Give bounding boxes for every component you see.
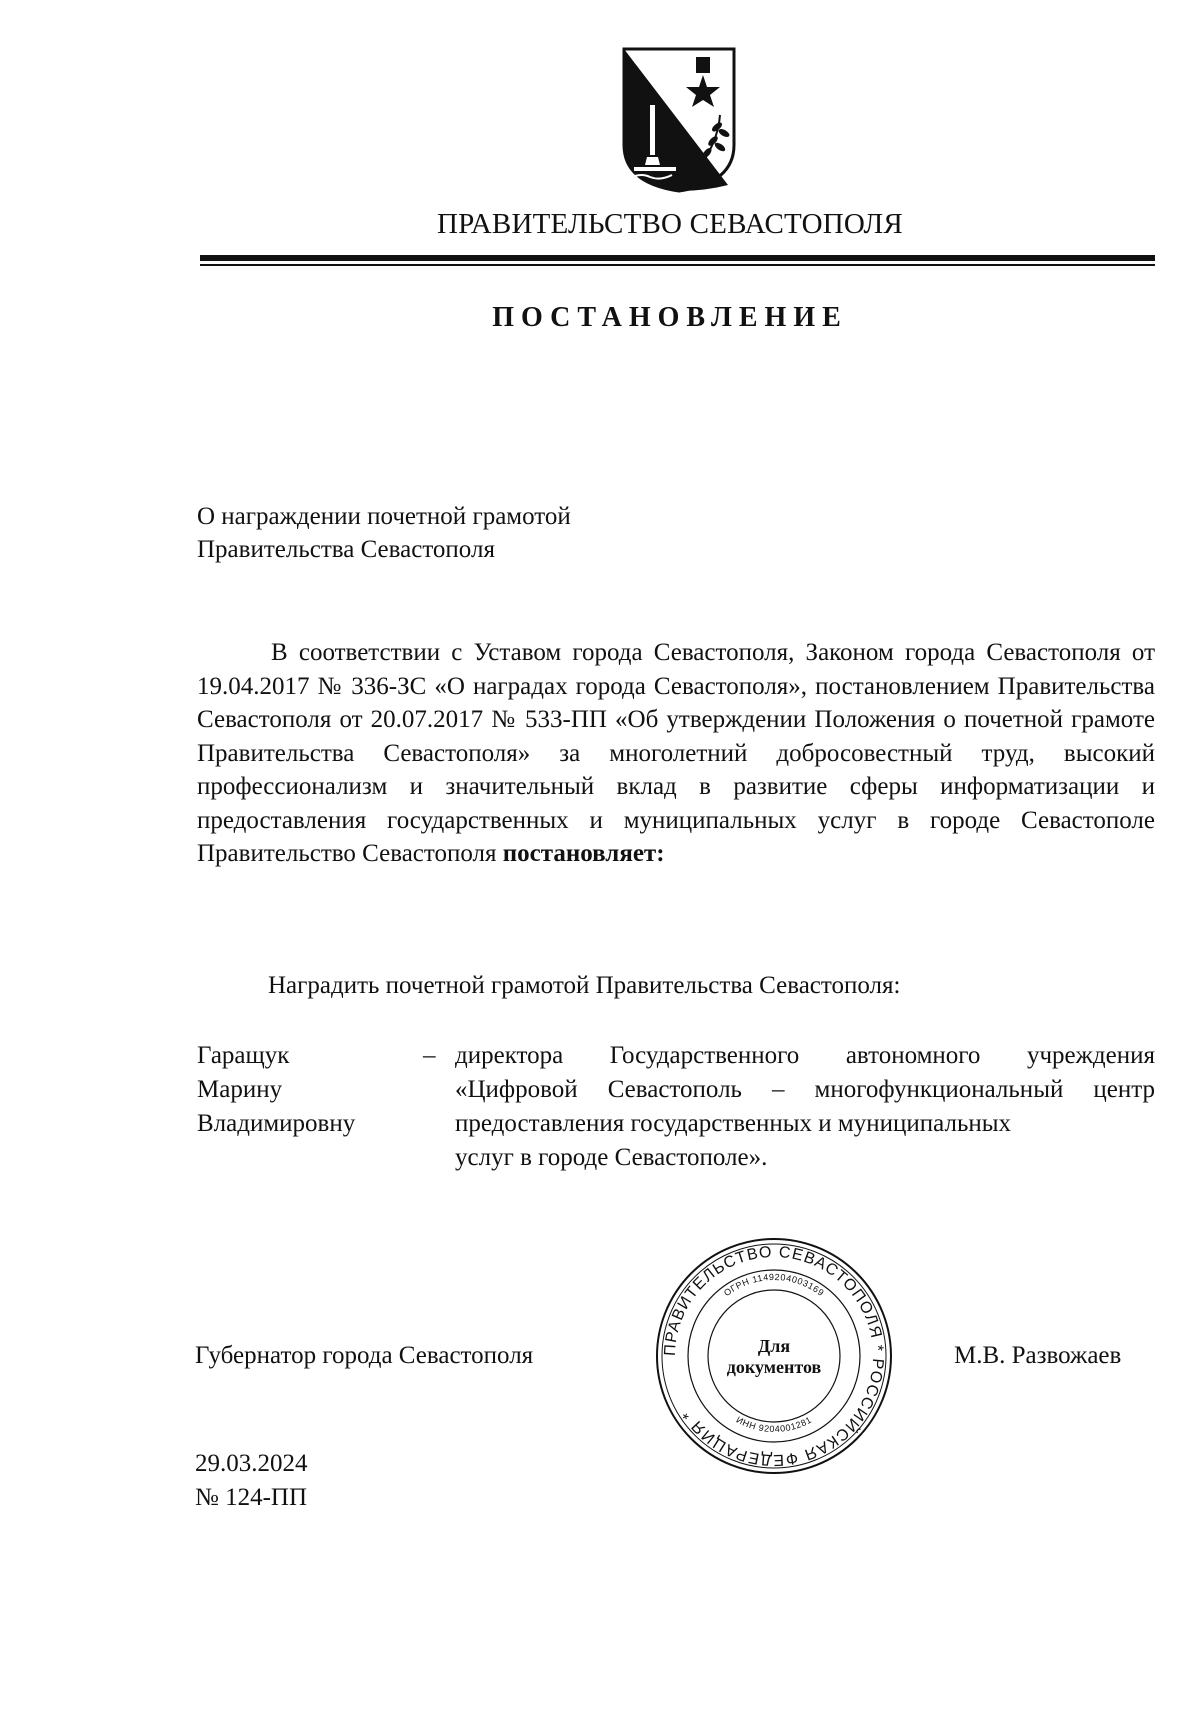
document-subject — [197, 500, 571, 566]
seal-outer-text: ПРАВИТЕЛЬСТВО СЕВАСТОПОЛЯ * РОССИЙСКАЯ ФЕДЕРАЦИЯ * — [661, 1243, 887, 1469]
awardee-name — [197, 1039, 417, 1141]
awardee-dash: – — [423, 1042, 436, 1069]
official-seal-stamp — [653, 1235, 895, 1477]
signer-title: Губернатор города Севастополя — [195, 1342, 534, 1369]
signer-name: М.В. Развожаев — [954, 1342, 1122, 1369]
document-type-heading: ПОСТАНОВЛЕНИЕ — [492, 302, 848, 333]
seal-inn: ИНН 9204001281 — [734, 1414, 814, 1435]
seal-center-line-2: документов — [726, 1357, 822, 1377]
awardee-position — [455, 1039, 1155, 1175]
awardee-position-main: директора Государственного автономного учреждения «Цифровой Севастополь – многофункциональный центр предоставления государственных и муниципальных — [455, 1042, 1155, 1137]
seal-center-line-1: Для — [757, 1336, 791, 1356]
svg-text:ИНН 9204001281 — [735, 1415, 814, 1434]
preamble-colon: : — [656, 840, 665, 867]
preamble-resolves-word: постановляет — [502, 840, 657, 867]
document-number: № 124-ПП — [195, 1484, 308, 1511]
subject-line-1: О награждении почетной грамотой — [197, 503, 571, 530]
awardee-patronymic: Владимировну — [197, 1110, 356, 1137]
organization-title: ПРАВИТЕЛЬСТВО СЕВАСТОПОЛЯ — [437, 208, 903, 240]
awardee-surname: Гаращук — [197, 1042, 290, 1069]
subject-line-2: Правительства Севастополя — [197, 536, 495, 563]
award-intro-text: Наградить почетной грамотой Правительства Севастополя: — [268, 972, 901, 999]
seal-ogrn: ОГРН 1149204003169 — [721, 1271, 827, 1299]
svg-text:ОГРН 1149204003169 — [722, 1272, 826, 1298]
preamble-text: В соответствии с Уставом города Севастополя, Законом города Севастополя от 19.04.2017 № 336-ЗС «О наградах города Севастополя», постановлением Правительства Севастополя от 20.07.2017 № 533-ПП «Об утверждении Положения о почетной грамоте Правительства Севастополя» за многолетний добросовестный труд, высокий профессионализм и значительный вклад в развитие сферы информатизации и предоставления государственных и муниципальных услуг в городе Севастополе Правительство Севастополя — [197, 639, 1155, 867]
sevastopol-coat-of-arms-icon — [620, 45, 738, 193]
document-date: 29.03.2024 — [195, 1450, 308, 1477]
header-divider-thin — [200, 264, 1155, 266]
awardee-position-last: услуг в городе Севастополе». — [455, 1144, 768, 1171]
preamble-paragraph — [197, 636, 1155, 871]
header-divider-thick — [200, 255, 1155, 261]
awardee-first-name: Марину — [197, 1076, 283, 1103]
